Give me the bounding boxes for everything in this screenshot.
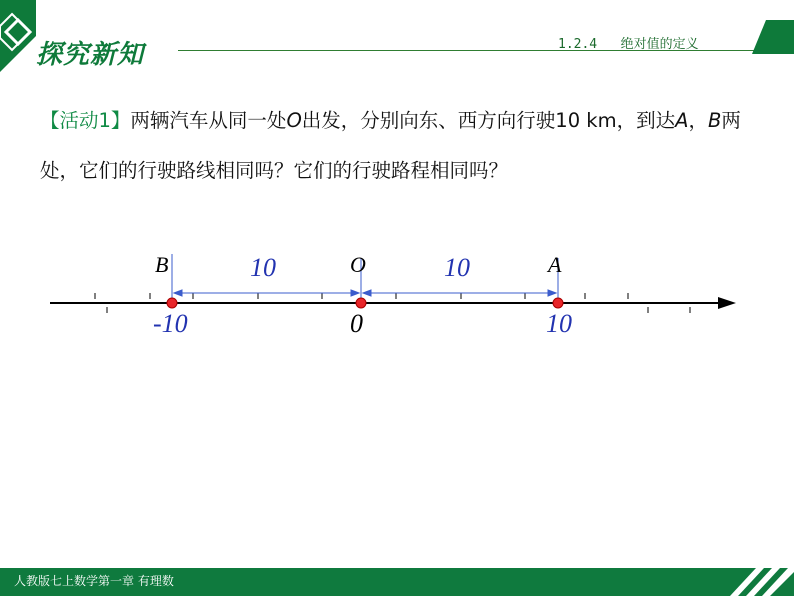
label-o: O xyxy=(350,252,366,277)
point-b-label: B xyxy=(707,109,722,132)
activity-text-2: 出发，分别向东、西方向行驶10 km，到达 xyxy=(301,109,676,132)
label-b: B xyxy=(155,252,169,277)
activity-text-3: ， xyxy=(688,109,708,132)
value-b-label: -10 xyxy=(153,309,188,338)
footer-text: 人教版七上数学第一章 有理数 xyxy=(14,574,174,588)
activity-tag: 【活动1】 xyxy=(40,109,131,132)
value-o-label: 0 xyxy=(350,309,363,338)
activity-text-4: 两处，它们的行驶路线相同吗？它们的行驶路程相同吗？ xyxy=(40,109,741,182)
point-a-marker xyxy=(553,298,563,308)
point-o-marker xyxy=(356,298,366,308)
activity-text xyxy=(40,96,775,196)
distance-right-label: 10 xyxy=(444,253,470,282)
activity-text-1: 两辆汽车从同一处 xyxy=(130,109,287,132)
axis-arrow-icon xyxy=(718,297,736,309)
header-corner-decoration xyxy=(752,20,794,54)
section-label: 1.2.4 绝对值的定义 xyxy=(558,37,699,52)
point-b-marker xyxy=(167,298,177,308)
label-a: A xyxy=(548,252,562,277)
value-a-label: 10 xyxy=(546,309,572,338)
point-a-label: A xyxy=(675,109,689,132)
point-o-label: O xyxy=(286,109,302,132)
page-title: 探究新知 xyxy=(36,40,145,70)
distance-left-label: 10 xyxy=(250,253,276,282)
number-line-diagram xyxy=(0,240,794,350)
footer-stripes-decoration xyxy=(700,560,794,596)
